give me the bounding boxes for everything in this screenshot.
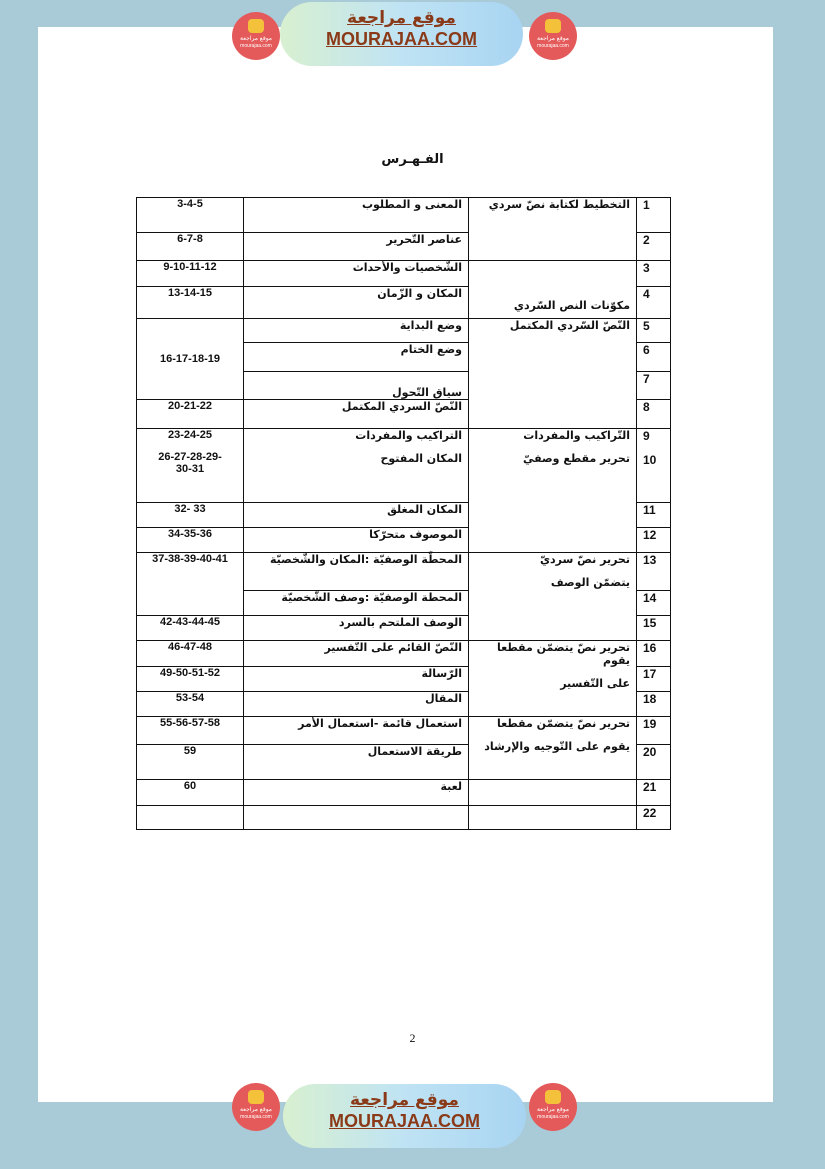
row-number: 12: [637, 528, 671, 553]
row-number: 8: [637, 400, 671, 429]
table-row: [137, 198, 671, 233]
row-number: 11: [637, 503, 671, 528]
page-range: [137, 806, 244, 830]
row-number: 5: [637, 319, 671, 343]
site-logo-top-right: موقع مراجعة mourajaa.com: [529, 12, 577, 60]
subtopic-cell: المكان المغلق: [244, 503, 469, 528]
row-number: 18: [637, 692, 671, 717]
section-cell: التخطيط لكتابة نصّ سردي: [469, 198, 637, 261]
table-row: [137, 717, 671, 745]
table-row: [137, 641, 671, 667]
row-number: 9 10: [637, 429, 671, 503]
page-range: 34-35-36: [137, 528, 244, 553]
page-number: 2: [409, 1031, 416, 1045]
subtopic-cell: المحطة الوصفيّة :وصف الشّخصيّة: [244, 591, 469, 616]
table-row: [137, 780, 671, 806]
section-cell: [469, 806, 637, 830]
subtopic-cell: سياق التّحول: [244, 372, 469, 400]
subtopic-cell: طريقة الاستعمال: [244, 745, 469, 780]
page-range: 53-54: [137, 692, 244, 717]
page-range: 20-21-22: [137, 400, 244, 429]
subtopic-cell: الرّسالة: [244, 667, 469, 692]
banner-arabic-text: موقع مراجعة: [350, 1090, 459, 1110]
section-cell: النّصّ السّردي المكتمل: [469, 319, 637, 429]
table-row: [137, 261, 671, 287]
table-of-contents: [136, 197, 671, 830]
row-number: 6: [637, 343, 671, 372]
subtopic-cell: الشّخصيات والأحداث: [244, 261, 469, 287]
page-range: 6-7-8: [137, 233, 244, 261]
table-row: [137, 319, 671, 343]
section-cell: تحرير نصّ سرديّ يتضمّن الوصف: [469, 553, 637, 641]
section-cell: [469, 780, 637, 806]
page-range: 3-4-5: [137, 198, 244, 233]
section-cell: تحرير نصّ يتضمّن مقطعا يقوم على التّفسير: [469, 641, 637, 717]
row-number: 3: [637, 261, 671, 287]
banner-latin-text: MOURAJAA.COM: [326, 29, 477, 49]
page-range: 42-43-44-45: [137, 616, 244, 641]
section-cell: تحرير نصّ يتضمّن مقطعا يقوم على التّوجيه والإرشاد: [469, 717, 637, 780]
row-number: 7: [637, 372, 671, 400]
banner-arabic-text: موقع مراجعة: [347, 8, 456, 28]
site-logo-top-left: موقع مراجعة mourajaa.com: [232, 12, 280, 60]
subtopic-cell: عناصر التّحرير: [244, 233, 469, 261]
row-number: 22: [637, 806, 671, 830]
page-range: 32- 33: [137, 503, 244, 528]
subtopic-cell: المحطّة الوصفيّة :المكان والشّخصيّة: [244, 553, 469, 591]
subtopic-cell: استعمال قائمة -استعمال الأمر: [244, 717, 469, 745]
row-number: 16: [637, 641, 671, 667]
site-banner-bottom[interactable]: [283, 1084, 526, 1148]
page-range: 37-38-39-40-41: [137, 553, 244, 616]
row-number: 19: [637, 717, 671, 745]
subtopic-cell: وضع الختام: [244, 343, 469, 372]
row-number: 17: [637, 667, 671, 692]
page-range: 55-56-57-58: [137, 717, 244, 745]
row-number: 2: [637, 233, 671, 261]
row-number: 21: [637, 780, 671, 806]
subtopic-cell: المكان و الزّمان: [244, 287, 469, 319]
row-number: 1: [637, 198, 671, 233]
site-banner-top[interactable]: [280, 2, 523, 66]
site-logo-bottom-right: موقع مراجعة mourajaa.com: [529, 1083, 577, 1131]
page-range: 59: [137, 745, 244, 780]
subtopic-cell: لعبة: [244, 780, 469, 806]
subtopic-cell: [244, 806, 469, 830]
section-cell: التّراكيب والمفردات تحرير مقطع وصفيّ: [469, 429, 637, 553]
row-number: 15: [637, 616, 671, 641]
banner-latin-text: MOURAJAA.COM: [329, 1111, 480, 1131]
page-range: 49-50-51-52: [137, 667, 244, 692]
row-number: 4: [637, 287, 671, 319]
table-row: [137, 806, 671, 830]
page-range: 9-10-11-12: [137, 261, 244, 287]
subtopic-cell: المعنى و المطلوب: [244, 198, 469, 233]
page-range: 13-14-15: [137, 287, 244, 319]
row-number: 13: [637, 553, 671, 591]
site-logo-bottom-left: موقع مراجعة mourajaa.com: [232, 1083, 280, 1131]
subtopic-cell: التراكيب والمفردات المكان المفتوح: [244, 429, 469, 503]
table-row: [137, 429, 671, 503]
page-range: 60: [137, 780, 244, 806]
table-row: [137, 553, 671, 591]
subtopic-cell: النّصّ السردي المكتمل: [244, 400, 469, 429]
page-range: 16-17-18-19: [137, 319, 244, 400]
subtopic-cell: الوصف الملتحم بالسرد: [244, 616, 469, 641]
section-cell: مكوّنات النص السّردي: [469, 261, 637, 319]
row-number: 14: [637, 591, 671, 616]
page-range: 46-47-48: [137, 641, 244, 667]
page-title: الفـهـرس: [381, 152, 444, 167]
subtopic-cell: الموصوف متحرّكا: [244, 528, 469, 553]
subtopic-cell: النّصّ القائم على التّفسير: [244, 641, 469, 667]
subtopic-cell: المقال: [244, 692, 469, 717]
row-number: 20: [637, 745, 671, 780]
page-range: 23-24-25 26-27-28-29- 30-31: [137, 429, 244, 503]
subtopic-cell: وضع البداية: [244, 319, 469, 343]
